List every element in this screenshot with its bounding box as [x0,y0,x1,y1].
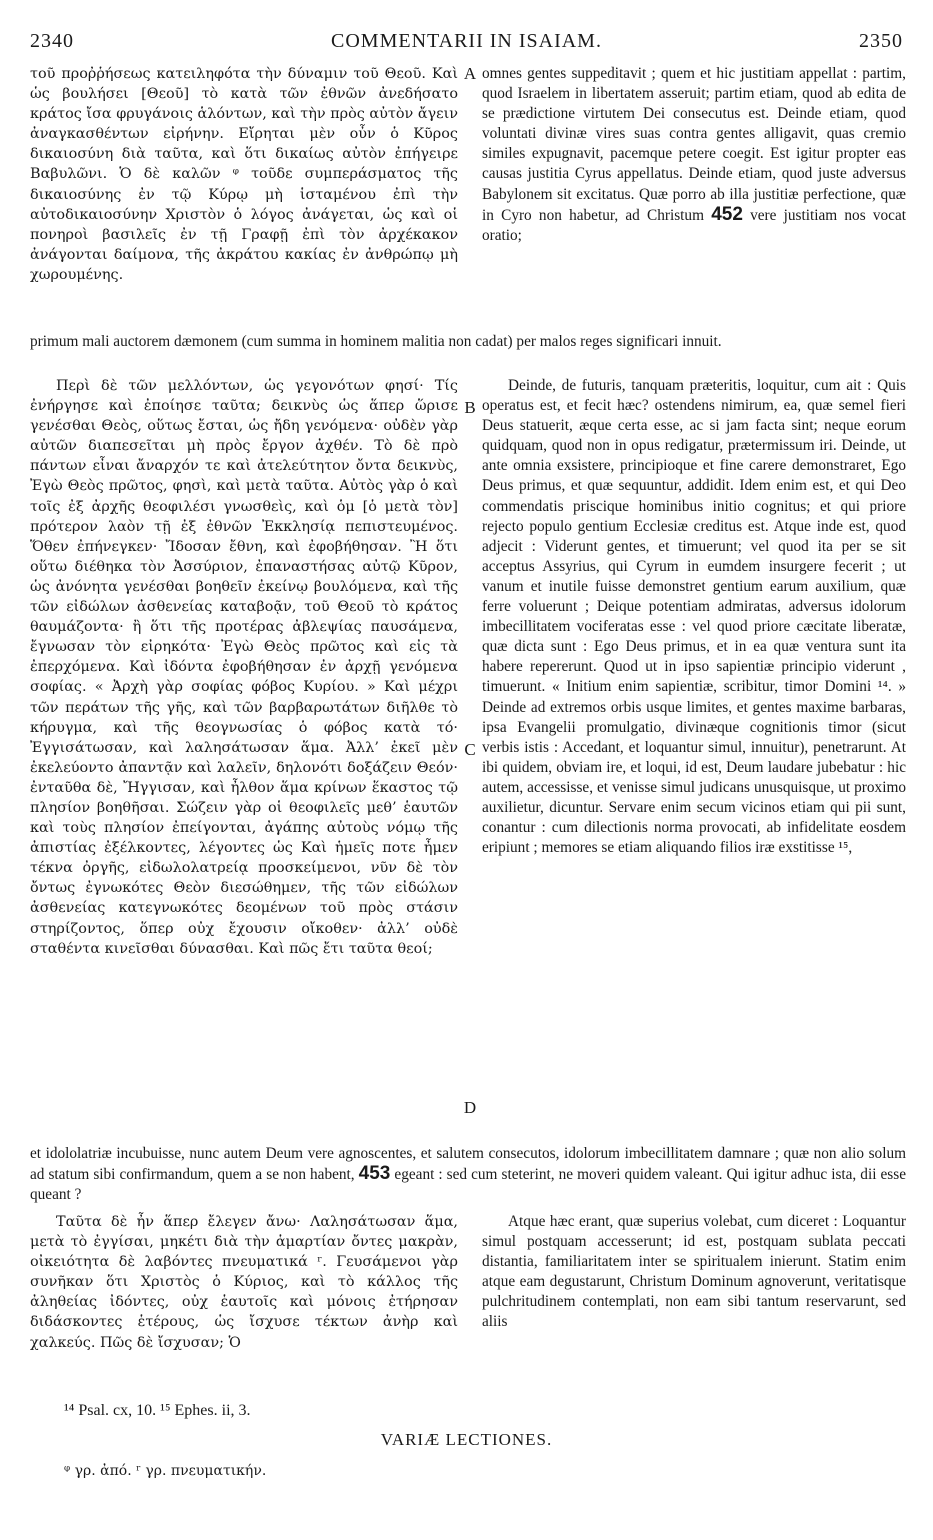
latin-column-section-3 [482,1212,906,1396]
page-number-left: 2340 [30,30,74,52]
latin-column-section-2 [482,376,906,1144]
variae-lectiones-heading: VARIÆ LECTIONES. [380,1430,553,1449]
greek-column-section-2 [30,376,458,1144]
latin-paragraph: Atque hæc erant, quæ superius volebat, cum diceret : Loquantur simul postquam accesserunt; id est, postquam sublata peccati distantia, familiaritatem inter se spiritualem inierunt. Statim enim atque eam degustarunt, Christum Dominum agnoverunt, veritatisque pulchritudinem contemplati, non eam sibi tantum reservarunt, sed aliis [482,1213,906,1331]
page-number-right: 2350 [859,30,903,52]
bridge-text: egeant : sed cum steterint, ne moveri quidem valeant. Qui igitur adhuc ista, dii esse queant ? [30,1166,906,1204]
margin-letter-c: C [464,740,476,759]
bridge-text-section-1 [30,332,906,372]
bridge-paragraph: primum mali auctorem dæmonem (cum summa in hominem malitia non cadat) per malos reges significari innuit. [30,333,722,350]
margin-letter-b: B [464,398,476,417]
bridge-text-section-2 [30,1144,906,1210]
variae-lectiones-notes: ᵠ γρ. ἀπό. ʳ γρ. πνευματικήν. [64,1463,267,1479]
bridge-paragraph [30,1144,906,1205]
latin-text: vere justitiam nos vocat oratio; [482,206,906,244]
margin-letter-d: D [463,1098,477,1117]
page-title: COMMENTARII IN ISAIAM. [331,30,602,52]
greek-column-section-1 [30,64,458,332]
bridge-text: et idololatriæ incubuisse, nunc autem Deum vere agnoscentes, et salutem consecutos, idolorum imbecillitatem damnare ; quæ non alio solum ad statum sibi confirmandum, quem a se non habent, [30,1145,906,1184]
footnotes: ¹⁴ Psal. cx, 10. ¹⁵ Ephes. ii, 3. [64,1402,251,1419]
column-number-452: 452 [711,203,743,225]
latin-text: omnes gentes suppeditavit ; quem et hic justitiam appellat : partim, quod Israelem in libertatem asseruit; partim etiam, quod ab edita de se prædictione virtutem Dei consecutus est. Deinde etiam, quod voluntati divinæ vires suas contra gentes alligavit, quas cremio similes expugnavit, pacemque petere coegit. Est igitur propter eas causas justitia Cyrus appellatus. Deinde etiam, quod juste adversus Babylonem sit excitatus. Quæ porro ab illa justitiæ perfectione, quæ in Cyro non habetur, ad Christum [482,65,906,224]
latin-column-section-1 [482,64,906,332]
greek-paragraph: Περὶ δὲ τῶν μελλόντων, ὡς γεγονότων φησί· Τίς ἐνήργησε καὶ ἐποίησε ταῦτα; δεικνὺς ὡς ἅπερ ὥρισε γενέσθαι Θεὸς, οὕτως ἔσται, ὡς ἤδη γενόμενα· οὐδὲν γὰρ αὐτῶν διαπεσεῖται μὴ πρὸς ἔργον ἀχθέν. Τὸ δὲ πρὸ πάντων εἶναι ἄναρχόν τε καὶ ἀτελεύτητον ὄντα δεικνὺς, Ἐγὼ Θεὸς πρῶτος, φησὶ, καὶ μετὰ ταῦτα. Αὐτὸς γὰρ ὁ καὶ τοῖς ἐξ ἀρχῆς θεοφιλέσι γνωσθεὶς, καὶ ὁμ [ὁ μετὰ τὸν] πρότερον λαὸν τῇ ἐξ ἐθνῶν Ἐκκλησίᾳ πεπιστευμένος. Ὅθεν ἐπήνεγκεν· Ἴδοσαν ἔθνη, καὶ ἐφοβήθησαν. Ἢ ὅτι οὕτω διέθηκα τὸν Ἀσσύριον, ἐπαναστήσας αὐτῷ Κῦρον, ὡς ἀνόνητα γενέσθαι βοηθεῖν ἐκείνῳ βουλόμενα, καὶ τῆς τῶν εἰδώλων ἀσθενείας καταβοᾷν, τοῦ Θεοῦ τὸ κράτος θαυμάζοντα· ἢ ὅτι τῆς προτέρας ἀβλεψίας παυσάμενα, ἔγνωσαν τὸν εἰρηκότα· Ἐγὼ Θεὸς πρῶτος καὶ εἰς τὰ ἐπερχόμενα. Καὶ ἰδόντα ἐφοβήθησαν ἐν ἀρχῇ γενόμενα σοφίας. « Ἀρχὴ γὰρ σοφίας φόβος Κυρίου. » Καὶ μέχρι τῶν περάτων τῆς γῆς, καὶ τῶν βαρβαρωτάτων διῆλθε τὸ κήρυγμα, καὶ τῆς θεογνωσίας ὁ φόβος κατὰ τό· Ἐγγισάτωσαν, καὶ λαλησάτωσαν ἅμα. Ἀλλ’ ἐκεῖ μὲν ἐκελεύοντο ἀπαντᾷν καὶ λαλεῖν, δηλονότι δοξάζειν Θεόν· ἐνταῦθα δὲ, Ἤγγισαν, καὶ ἦλθον ἅμα κρίνων ἕκαστος τῷ πλησίον βοηθῆσαι. Σώζειν γὰρ οἱ θεοφιλεῖς μεθ’ ἑαυτῶν καὶ τοὺς πλησίον ἐπείγονται, ἀγάπης αὐτοὺς νόμῳ τῆς ἀπιστίας ἐξέλκοντες, λέγοντες ὡς Καὶ ἡμεῖς ποτε ἦμεν τέκνα ὀργῆς, εἰδωλολατρείᾳ προσκείμενοι, νῦν δὲ τὸν ὄντως ἐγνωκότες Θεὸν διεσώθημεν, τῆς τῶν εἰδώλων ἀσθενείας κατεγνωκότες δεομένων τοῦ πρὸς στάσιν στηρίζοντος, ὅπερ οὐχ ἔχουσιν οἴκοθεν· ἀλλ’ οὐδὲ σταθέντα κινεῖσθαι δύνασθαι. Καὶ πῶς ἔτι ταῦτα θεοί; [30,378,458,957]
running-header [30,30,903,56]
column-number-453: 453 [358,1163,391,1185]
greek-column-section-3 [30,1212,458,1396]
greek-paragraph: Ταῦτα δὲ ἦν ἅπερ ἔλεγεν ἄνω· Λαλησάτωσαν ἅμα, μετὰ τὸ ἐγγίσαι, μηκέτι διὰ τὴν ἁμαρτίαν ὄντες μακρὰν, οἰκειότητα δὲ λαβόντες πνευματικά ʳ. Γευσάμενοι γὰρ συνῆκαν ὅτι Χριστὸς ὁ Κύριος, καὶ τὸ κάλλος τῆς ἀληθείας ἰδόντες, οὐχ ἑαυτοῖς καὶ μόνοις ἐτήρησαν διδάσκοντες ἑτέρους, ὡς ἴσχυσε τέκτων ἀνὴρ καὶ χαλκεύς. Πῶς δὲ ἴσχυσαν; Ὁ [30,1214,458,1351]
latin-paragraph [482,64,906,246]
latin-paragraph: Deinde, de futuris, tanquam præteritis, loquitur, cum ait : Quis operatus est, et fecit hæc? ostendens nimirum, ea, quæ semel fieri Deus statuerit, æque certa esse, ac si jam facta sint; neque eorum quidquam, quod non in opus redigatur, prætermissum iri. Deinde, ut ante omnia exsistere, principioque et fine carere demonstraret, Ego Deus primus, et quæ sequuntur, addidit. Idem enim est, et qui Deo commendatis priscique hominibus initio cognitus; et qui priore rejecto populo gentium Ecclesiæ creditus est. Atque inde est, quod adjecit : Viderunt gentes, et timuerunt; vel quod ita per se sit acceptus Assyrius, qui Cyrum in eumdem insurgere fecerit ; ut vanum et inutile fuisse demonstret gentium earum auxilium, quæ ferre voluerunt ; Deique potentiam admiratas, adversus idolorum imbecillitatem vociferatas esse : vel quod priore cæcitate liberatæ, quæ dicta sunt : Ego Deus primus, et in ea quæ ventura sunt ita habere repererunt. Quod ut in ipso sapientiæ principio viderunt , timuerunt. « Initium enim sapientiæ, scribitur, timor Domini ¹⁴. » Deinde ad extremos orbis usque limites, et gentes maxime barbaras, ipsa Evangelii promulgatio, divinæque cognitionis timor (sicut verbis istis : Accedant, et loquantur simul, innuitur), penetrarunt. At ibi quidem, obviam ire, et loqui, id est, Deum laudare jubebatur : hic autem, accessisse, et venisse simul judicans unusquisque, ut proximo auxilietur, dicuntur. Servare enim secum vicinos etiam qui pii sunt, conantur : cum dilectionis norma provocati, ab infidelitate eosdem eripiunt ; memores se etiam aliquando filios iræ exstitisse ¹⁵, [482,377,906,857]
margin-letter-a: A [463,64,477,83]
greek-paragraph: τοῦ προῤῥήσεως κατειληφότα τὴν δύναμιν τοῦ Θεοῦ. Καὶ ὡς βουλήσει [Θεοῦ] τὸ κατὰ τῶν ἐθνῶν ἀνεδήσατο κράτος ἴσα φρυγάνοις ἁλόντων, καὶ τὴν πρὸς αὐτὸν ἄγειν ἀναγκασθέντων εἰρήνην. Εἴρηται μὲν οὖν ὁ Κῦρος δικαιοσύνη διὰ ταῦτα, καὶ ὅτι δικαίως αὐτὸν ἐπήγειρε Βαβυλῶνι. Ὁ δὲ καλῶν ᵠ τοῦδε συμπεράσματος τῆς δικαιοσύνης ἐν τῷ Κύρῳ μὴ ἱσταμένου ἐπὶ τὴν αὐτοδικαιοσύνην Χριστὸν ὁ λόγος ἀνάγεται, ὡς καὶ οἱ πονηροὶ βασιλεῖς ἐν τῇ Γραφῇ ἐπὶ τὸν ἀρχέκακον ἀνάγονται δαίμονα, τῆς ἀκράτου κακίας ἐν ἀνθρώπῳ μὴ χωρουμένης. [30,66,458,283]
